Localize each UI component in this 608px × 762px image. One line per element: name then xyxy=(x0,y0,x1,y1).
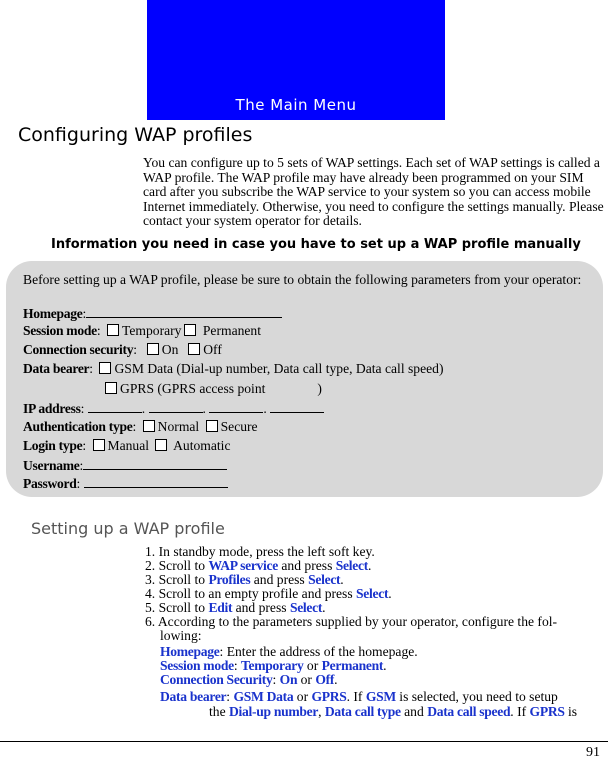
keyword-profiles: Profiles xyxy=(208,572,251,587)
data-bearer-row: Data bearer: GSM Data (Dial-up number, Data call type, Data call speed) xyxy=(23,361,444,376)
checkbox-icon xyxy=(188,343,200,355)
username-label: Username xyxy=(23,458,80,473)
checkbox-icon xyxy=(206,420,218,432)
substep-homepage: Homepage: Enter the address of the homepage. xyxy=(160,644,418,659)
step-1: 1. In standby mode, press the left soft key. xyxy=(145,544,375,559)
checkbox-icon xyxy=(105,382,117,394)
checkbox-icon xyxy=(155,439,167,451)
intro-paragraph: You can configure up to 5 sets of WAP settings. Each set of WAP settings is called a WAP profile. The WAP profile may have already been programmed on your SIM card after you subscribe the WAP service to your system so you can access mobile Internet immediately. Otherwise, you need to configure the settings manually. Please contact your system operator for details. xyxy=(143,155,604,229)
page-number: 91 xyxy=(586,745,600,760)
password-row: Password: xyxy=(23,475,228,492)
substep-connection-security: Connection Security: On or Off. xyxy=(160,672,338,687)
keyword-select: Select xyxy=(308,572,341,587)
checkbox-icon xyxy=(93,439,105,451)
section-heading: Configuring WAP profiles xyxy=(18,124,253,146)
step-6: 6. According to the parameters supplied by your operator, configure the fol- xyxy=(145,614,558,629)
checkbox-icon xyxy=(147,343,159,355)
step-4: 4. Scroll to an empty profile and press Select. xyxy=(145,586,392,601)
login-type-row: Login type: Manual Automatic xyxy=(23,438,231,453)
ip-address-row: IP address: . . . xyxy=(23,400,324,417)
homepage-blank xyxy=(86,305,282,318)
bearer-option-gsm: GSM Data (Dial-up number, Data call type, Data call speed) xyxy=(114,361,444,376)
keyword-select: Select xyxy=(335,558,368,573)
login-option-automatic: Automatic xyxy=(173,438,231,453)
password-blank xyxy=(84,475,228,488)
ip-blank xyxy=(88,400,142,413)
banner-title: The Main Menu xyxy=(235,96,357,114)
connection-security-label: Connection security xyxy=(23,342,134,357)
checkbox-icon xyxy=(107,324,119,336)
connection-security-row: Connection security: On Off xyxy=(23,342,222,357)
data-bearer-label: Data bearer xyxy=(23,361,90,376)
username-row: Username: xyxy=(23,457,227,474)
ip-address-label: IP address xyxy=(23,401,81,416)
checkbox-icon xyxy=(143,420,155,432)
step-6-cont: lowing: xyxy=(160,628,202,643)
step-5: 5. Scroll to Edit and press Select. xyxy=(145,600,326,615)
ip-blank xyxy=(270,400,324,413)
info-heading: Information you need in case you have to set up a WAP profile manually xyxy=(51,237,581,252)
login-option-manual: Manual xyxy=(107,438,150,453)
auth-option-secure: Secure xyxy=(220,419,258,434)
step-2: 2. Scroll to WAP service and press Select. xyxy=(145,558,372,573)
main-menu-banner xyxy=(147,0,445,120)
keyword-select: Select xyxy=(289,600,323,615)
checkbox-icon xyxy=(184,324,196,336)
footer-rule xyxy=(0,741,608,742)
parameters-intro: Before setting up a WAP profile, please be sure to obtain the following parameters from your operator: xyxy=(23,272,582,287)
login-type-label: Login type xyxy=(23,438,83,453)
ip-blank xyxy=(149,400,203,413)
homepage-row: Homepage: xyxy=(23,305,282,322)
username-blank xyxy=(83,457,227,470)
keyword-select: Select xyxy=(356,586,389,601)
authentication-row: Authentication type: Normal Secure xyxy=(23,419,258,434)
checkbox-icon xyxy=(99,362,111,374)
security-option-on: On xyxy=(161,342,179,357)
session-mode-row: Session mode: Temporary Permanent xyxy=(23,323,262,338)
data-bearer-row-2 xyxy=(102,381,322,397)
substep-data-bearer: Data bearer: GSM Data or GPRS. If GSM is selected, you need to setup xyxy=(160,689,558,704)
step-3: 3. Scroll to Profiles and press Select. xyxy=(145,572,344,587)
session-option-permanent: Permanent xyxy=(202,323,262,338)
setup-heading: Setting up a WAP profile xyxy=(31,519,225,538)
ip-blank xyxy=(209,400,263,413)
password-label: Password xyxy=(23,476,77,491)
security-option-off: Off xyxy=(203,342,222,357)
bearer-option-gprs: GPRS (GPRS access point xyxy=(120,381,266,396)
keyword-edit: Edit xyxy=(208,600,233,615)
session-mode-label: Session mode xyxy=(23,323,97,338)
authentication-label: Authentication type xyxy=(23,419,133,434)
homepage-label: Homepage xyxy=(23,306,83,321)
substep-data-bearer-cont: the Dial-up number, Data call type and Data call speed. If GPRS is xyxy=(209,704,578,719)
keyword-wap-service: WAP service xyxy=(208,558,278,573)
bearer-option-gprs-end: ) xyxy=(317,381,322,396)
auth-option-normal: Normal xyxy=(157,419,200,434)
substep-session-mode: Session mode: Temporary or Permanent. xyxy=(160,658,387,673)
session-option-temporary: Temporary xyxy=(122,323,182,338)
